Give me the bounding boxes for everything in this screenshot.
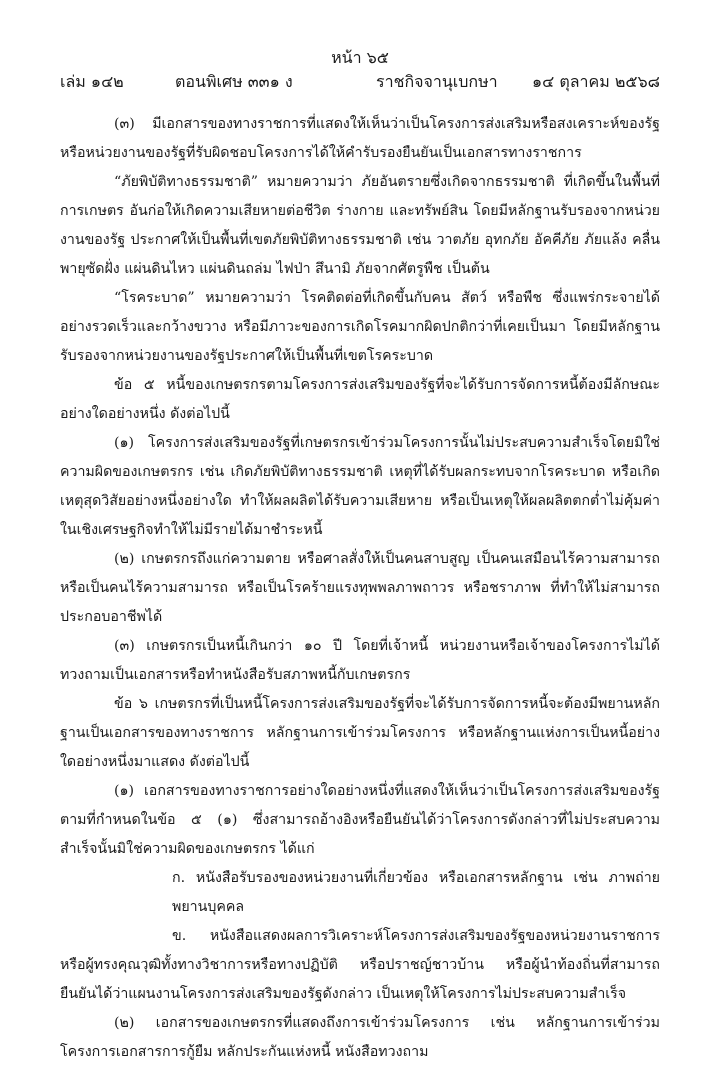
paragraph: “ภัยพิบัติทางธรรมชาติ” หมายความว่า ภัยอันตรายซึ่งเกิดจากธรรมชาติ ที่เกิดขึ้นในพื้นที่การเกษตร อันก่อให้เกิดความเสียหายต่อชีวิต ร่างกาย และทรัพย์สิน โดยมีหลักฐานรับรองจากหน่วยงานของรัฐ ประกาศให้เป็นพื้นที่เขตภัยพิบัติทางธรรมชาติ เช่น วาตภัย อุทกภัย อัคคีภัย ภัยแล้ง คลื่นพายุซัดฝั่ง แผ่นดินไหว แผ่นดินถล่ม ไฟป่า สึนามิ ภัยจากศัตรูพืช เป็นต้น (60, 174, 660, 277)
paragraph: (๓) เกษตรกรเป็นหนี้เกินกว่า ๑๐ ปี โดยที่เจ้าหนี้ หน่วยงานหรือเจ้าของโครงการไม่ได้ทวงถามเป็นเอกสารหรือทำหนังสือรับสภาพหนี้กับเกษตรกร (60, 638, 660, 683)
paragraph: ข้อ ๕ หนี้ของเกษตรกรตามโครงการส่งเสริมของรัฐที่จะได้รับการจัดการหนี้ต้องมีลักษณะอย่างใดอย่างหนึ่ง ดังต่อไปนี้ (60, 377, 660, 422)
paragraph: (๓) มีเอกสารของทางราชการที่แสดงให้เห็นว่าเป็นโครงการส่งเสริมหรือสงเคราะห์ของรัฐหรือหน่วยงานของรัฐที่รับผิดชอบโครงการได้ให้คำรับรองยืนยันเป็นเอกสารทางราชการ (60, 116, 660, 161)
page-number: หน้า ๖๕ (331, 48, 389, 67)
header-date: ๑๔ ตุลาคม ๒๕๖๘ (531, 72, 660, 91)
paragraph: (๒) เกษตรกรถึงแก่ความตาย หรือศาลสั่งให้เป็นคนสาบสูญ เป็นคนเสมือนไร้ความสามารถหรือเป็นคนไร้ความสามารถ หรือเป็นโรคร้ายแรงทุพพลภาพถาวร หรือชราภาพ ที่ทำให้ไม่สามารถประกอบอาชีพได้ (60, 551, 660, 625)
paragraph: ข้อ ๖ เกษตรกรที่เป็นหนี้โครงการส่งเสริมของรัฐที่จะได้รับการจัดการหนี้จะต้องมีพยานหลักฐานเป็นเอกสารของทางราชการ หลักฐานการเข้าร่วมโครงการ หรือหลักฐานแห่งการเป็นหนี้อย่างใดอย่างหนึ่งมาแสดง ดังต่อไปนี้ (60, 696, 660, 770)
paragraph: (๒) เอกสารของเกษตรกรที่แสดงถึงการเข้าร่วมโครงการ เช่น หลักฐานการเข้าร่วมโครงการเอกสารการกู้ยืม หลักประกันแห่งหนี้ หนังสือทวงถาม (60, 1015, 660, 1060)
document-body (60, 110, 660, 1067)
paragraph: (๑) โครงการส่งเสริมของรัฐที่เกษตรกรเข้าร่วมโครงการนั้นไม่ประสบความสำเร็จโดยมิใช่ความผิดของเกษตรกร เช่น เกิดภัยพิบัติทางธรรมชาติ เหตุที่ได้รับผลกระทบจากโรคระบาด หรือเกิดเหตุสุดวิสัยอย่างหนึ่งอย่างใด ทำให้ผลผลิตได้รับความเสียหาย หรือเป็นเหตุให้ผลผลิตตกต่ำไม่คุ้มค่าในเชิงเศรษฐกิจทำให้ไม่มีรายได้มาชำระหนี้ (60, 435, 660, 538)
paragraph: ก. หนังสือรับรองของหน่วยงานที่เกี่ยวข้อง หรือเอกสารหลักฐาน เช่น ภาพถ่าย พยานบุคคล (172, 870, 660, 915)
paragraph: “โรคระบาด” หมายความว่า โรคติดต่อที่เกิดขึ้นกับคน สัตว์ หรือพืช ซึ่งแพร่กระจายได้อย่างรวดเร็วและกว้างขวาง หรือมีภาวะของการเกิดโรคมากผิดปกติกว่าที่เคยเป็นมา โดยมีหลักฐานรับรองจากหน่วยงานของรัฐประกาศให้เป็นพื้นที่เขตโรคระบาด (60, 290, 660, 364)
header-section: ตอนพิเศษ ๓๓๑ ง (175, 72, 293, 91)
paragraph: (๑) เอกสารของทางราชการอย่างใดอย่างหนึ่งที่แสดงให้เห็นว่าเป็นโครงการส่งเสริมของรัฐตามที่กำหนดในข้อ ๕ (๑) ซึ่งสามารถอ้างอิงหรือยืนยันได้ว่าโครงการดังกล่าวที่ไม่ประสบความสำเร็จนั้นมิใช่ความผิดของเกษตรกร ได้แก่ (60, 783, 660, 857)
header-gazette-title: ราชกิจจานุเบกษา (376, 72, 498, 91)
page-header (60, 70, 660, 92)
header-volume: เล่ม ๑๔๒ (60, 72, 124, 91)
paragraph: ข. หนังสือแสดงผลการวิเคราะห์โครงการส่งเสริมของรัฐของหน่วยงานราชการหรือผู้ทรงคุณวุฒิทั้งทางวิชาการหรือทางปฏิบัติ หรือปราชญ์ชาวบ้าน หรือผู้นำท้องถิ่นที่สามารถยืนยันได้ว่าแผนงานโครงการส่งเสริมของรัฐดังกล่าว เป็นเหตุให้โครงการไม่ประสบความสำเร็จ (60, 928, 660, 1002)
